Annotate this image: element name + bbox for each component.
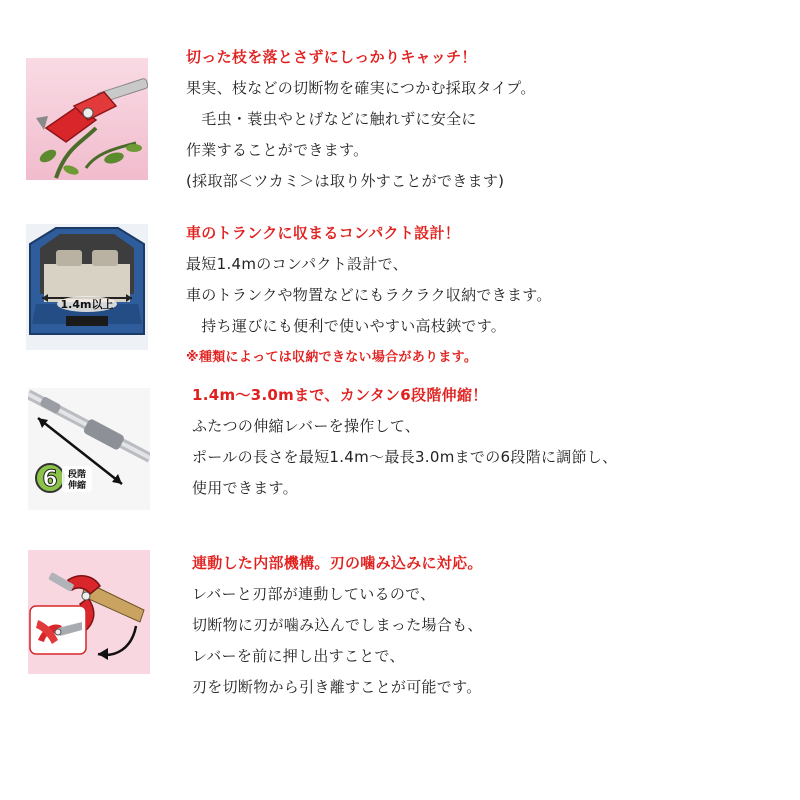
feature-note: ※種類によっては収納できない場合があります。 [186, 350, 478, 365]
car-trunk-image [26, 224, 148, 350]
feature-text-line: 切断物に刃が噛み込んでしまった場合も、 [192, 616, 483, 634]
badge-text-steps: 段階 [67, 470, 87, 480]
feature-text-line: レバーと刃部が連動しているので、 [192, 585, 436, 603]
feature-text-line: 毛虫・蓑虫やとげなどに触れずに安全に [186, 110, 477, 128]
car-image-label: 1.4m以上 [60, 298, 114, 311]
feature-text-line: 使用できます。 [192, 479, 298, 497]
telescopic-pole-image [28, 388, 150, 510]
badge-number: 6 [42, 467, 58, 492]
feature-text-line: 最短1.4mのコンパクト設計で、 [186, 255, 408, 273]
blade-mechanism-image [28, 550, 150, 674]
feature-title: 切った枝を落とさずにしっかりキャッチ！ [186, 48, 477, 66]
catcher-head-image [26, 58, 148, 180]
feature-title: 1.4m〜3.0mまで、カンタン6段階伸縮！ [192, 386, 488, 404]
feature-text-line: レバーを前に押し出すことで、 [192, 647, 405, 665]
feature-text-line: 車のトランクや物置などにもラクラク収納できます。 [186, 286, 552, 304]
feature-text-line: ふたつの伸縮レバーを操作して、 [192, 417, 421, 435]
badge-text-telescopic: 伸縮 [67, 481, 87, 491]
feature-text-line: ポールの長さを最短1.4m〜最長3.0mまでの6段階に調節し、 [192, 448, 618, 466]
feature-text-line: 果実、枝などの切断物を確実につかむ採取タイプ。 [186, 79, 536, 97]
feature-title: 連動した内部機構。刃の噛み込みに対応。 [192, 554, 483, 572]
feature-text-line: 作業することができます。 [186, 141, 369, 159]
feature-text-line: 持ち運びにも便利で使いやすい高枝鋏です。 [186, 317, 507, 335]
feature-text-line: (採取部＜ツカミ＞は取り外すことができます) [186, 172, 505, 190]
feature-title: 車のトランクに収まるコンパクト設計！ [186, 224, 461, 242]
feature-text-line: 刃を切断物から引き離すことが可能です。 [192, 678, 482, 696]
